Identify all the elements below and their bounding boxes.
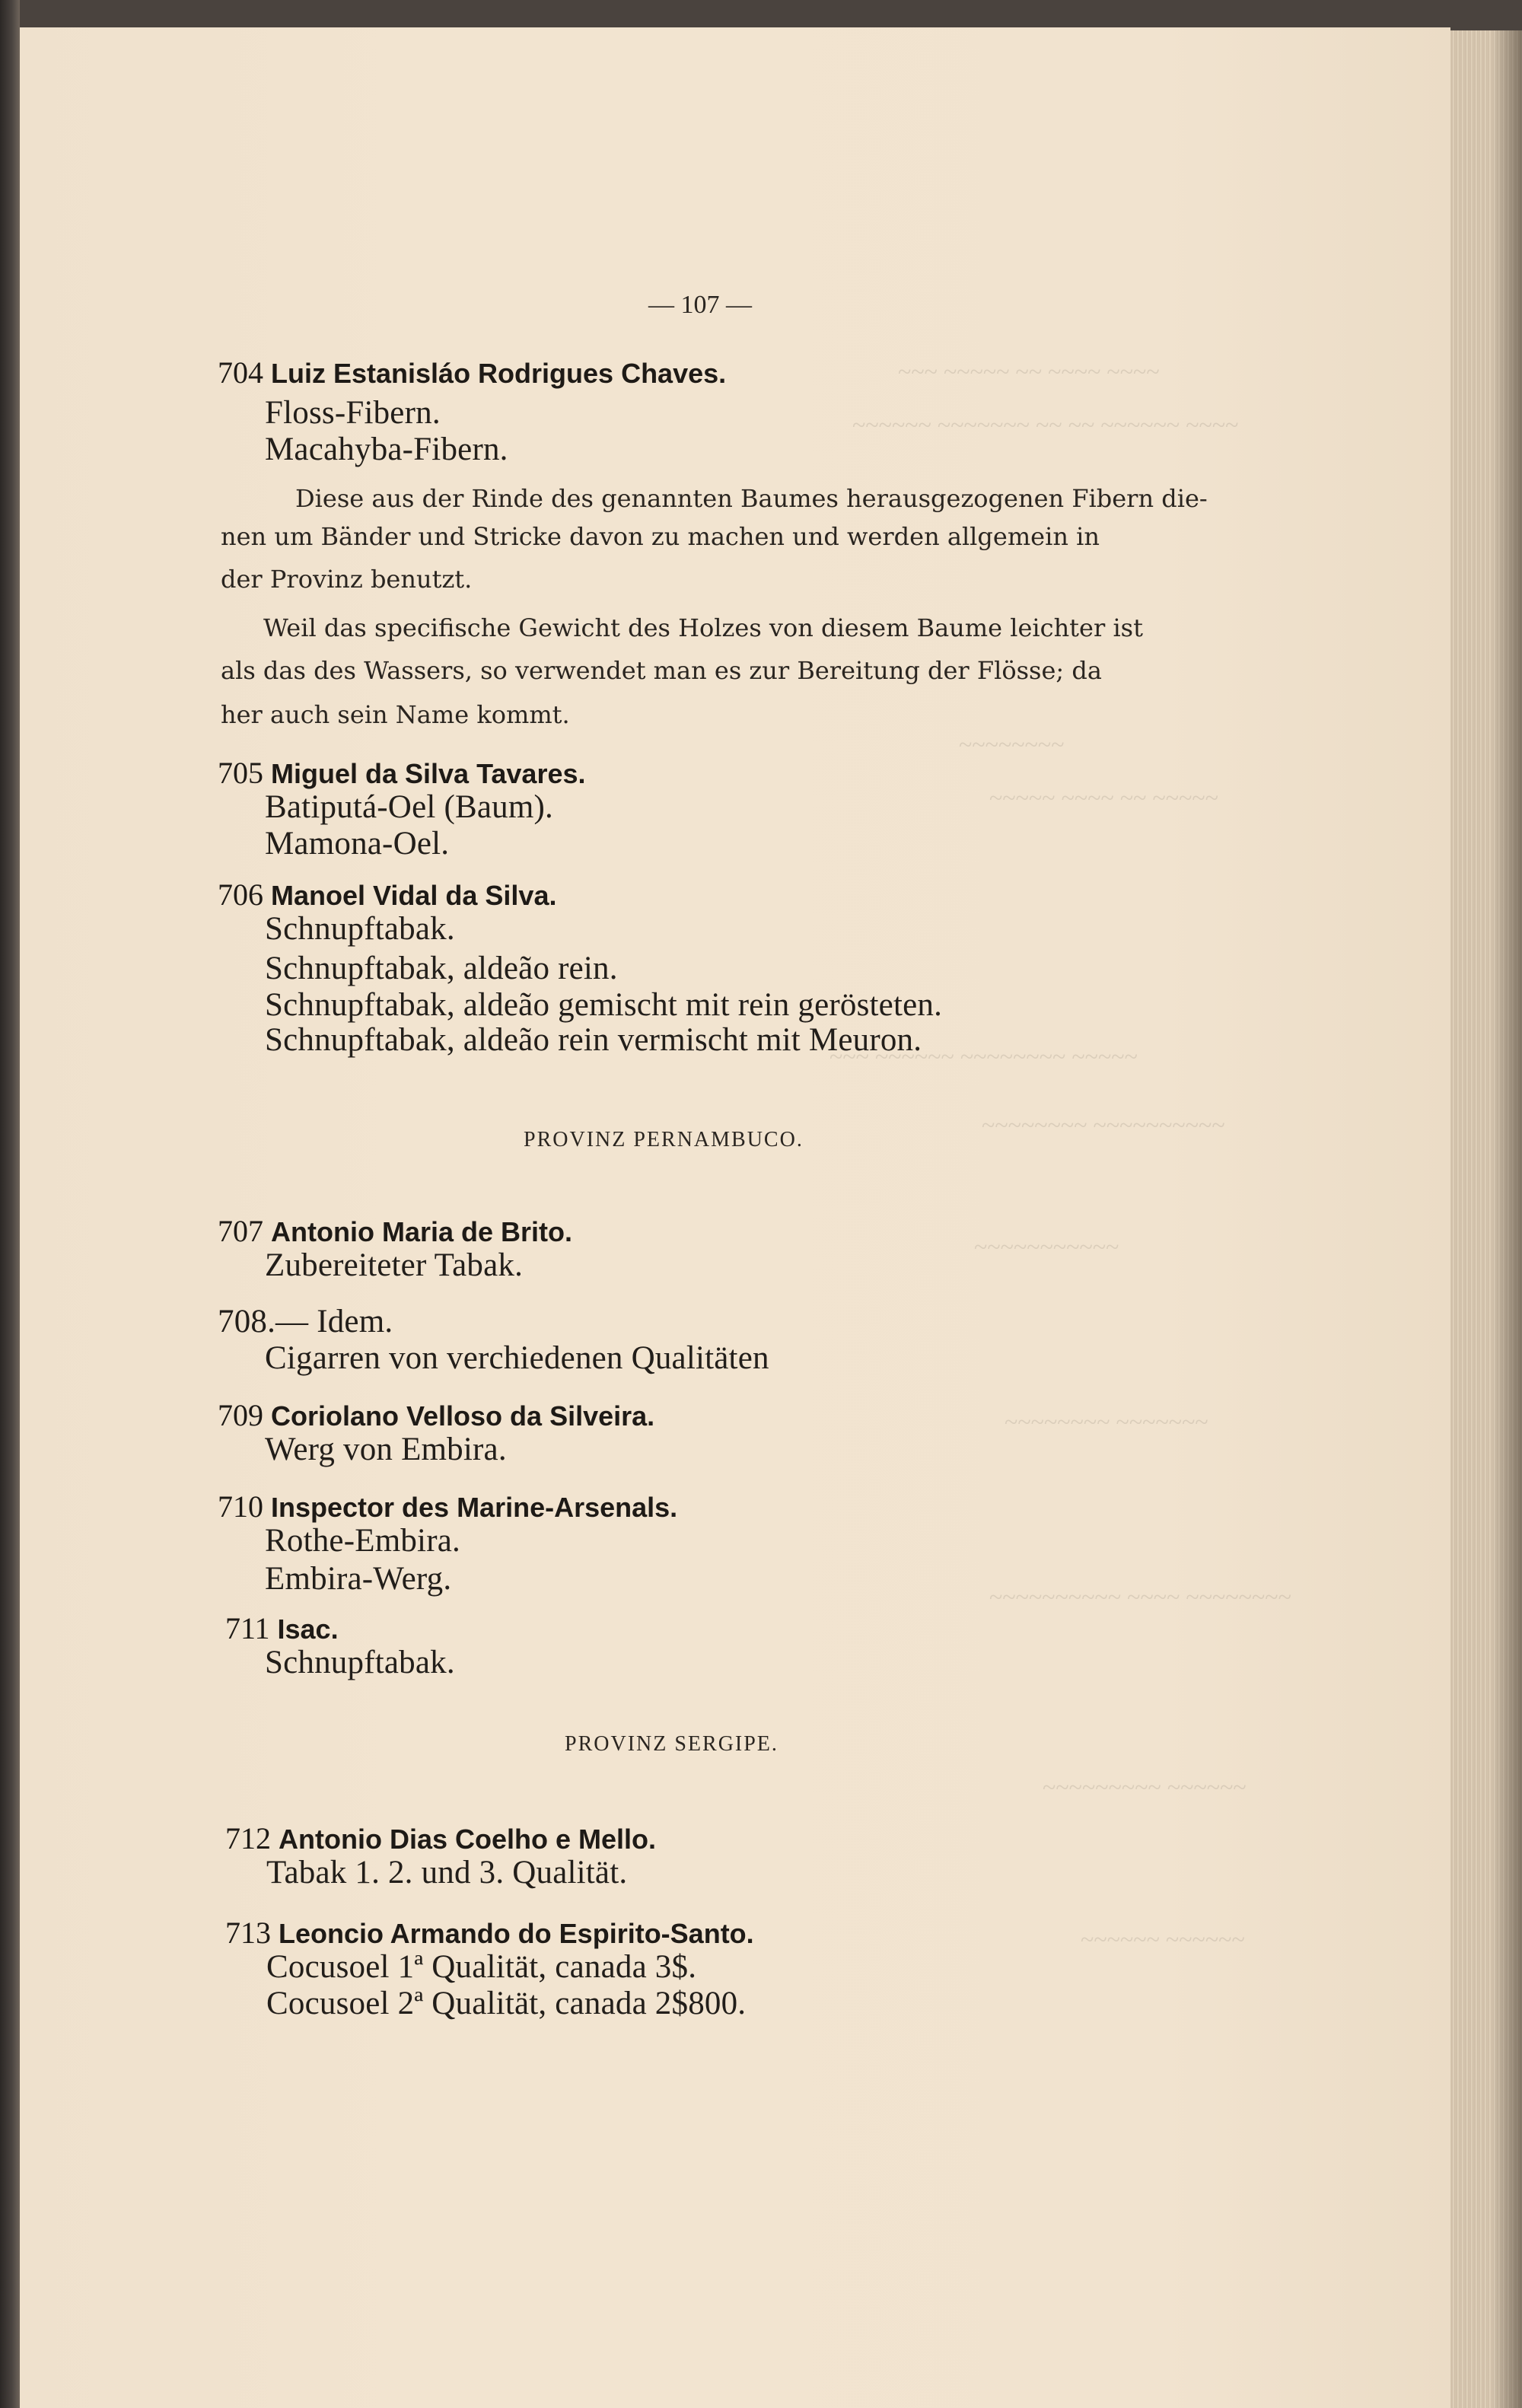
- exhibit-item: Rothe-Embira.: [265, 1523, 460, 1559]
- scanned-book-page: ~~~ ~~~~~ ~~ ~~~~ ~~~~ ~~~~~~ ~~~~~~~ ~~ ~~ ~~~~~~ ~~~~ ~~~~~~~~ ~~~~~ ~~~~ ~~ ~~~~~ ~~~ ~~~~~~ ~~~~~~~~ ~~~~~ ~~~~~~~~ ~~~~~~~~~~ ~~~~~~~~~~~ ~~~~~~~~ ~~~~~~~ ~~~~~~~~~~ ~~~~ ~~~~~~~~ ~~~~~~~~~ ~~~~~~ ~~~~~~ ~~~~~~ — 107 — 704 Luiz Estanisláo Rodrigues Chaves. Floss-Fibern. Macahyba-Fibern. Diese aus der Rinde des genannten Baumes herausgezogenen Fibern die- nen um Bänder und Stricke davon zu machen und werden allgemein in der Provinz benutzt. Weil das specifische Gewicht des Holzes von diesem Baume leichter ist als das des Wassers, so verwendet man es zur Bereitung der Flösse; da her auch sein Name kommt. 705 Miguel da Silva Tavares. Batiputá-Oel (Baum). Mamona-Oel. 706 Manoel Vidal da Silva. Schnupftabak. Schnupftabak, aldeão rein. Schnupftabak, aldeão gemischt mit rein gerösteten. Schnupftabak, aldeão rein vermischt mit Meuron. PROVINZ PERNAMBUCO. 707 Antonio Maria de Brito. Zubereiteter Tabak. 708.— Idem. Cigarren von verchiedenen Qualitäten 709 Coriolano Velloso da Silveira. Werg von Embira. 710 Inspector des Marine-Arsenals. Rothe-Embira. Embira-Werg. 711 Isac. Schnupftabak. PROVINZ SERGIPE. 712 Antonio Dias Coelho e Mello. Tabak 1. 2. und 3. Qualität. 713 Leoncio Armando do Espirito-Santo. Cocusoel 1ª Qualität, canada 3$. Cocusoel 2ª Qualität, canada 2$800.: [0, 0, 1522, 2408]
- exhibitor-name: Miguel da Silva Tavares.: [271, 758, 586, 789]
- exhibitor-name: Isac.: [277, 1613, 339, 1645]
- exhibitor-name: Coriolano Velloso da Silveira.: [271, 1400, 655, 1432]
- entry-710-heading: [218, 1489, 677, 1524]
- entry-704-heading: [218, 355, 726, 390]
- entry-712-heading: [225, 1820, 656, 1856]
- exhibit-item: Schnupftabak, aldeão rein vermischt mit Meuron.: [265, 1022, 922, 1058]
- exhibitor-name: Luiz Estanisláo Rodrigues Chaves.: [271, 358, 727, 389]
- exhibitor-name: Antonio Maria de Brito.: [271, 1216, 572, 1247]
- paragraph-line: Diese aus der Rinde des genannten Baumes herausgezogenen Fibern die-: [295, 484, 1208, 513]
- entry-709-heading: [218, 1397, 654, 1433]
- exhibit-item: Schnupftabak, aldeão rein.: [265, 951, 618, 986]
- exhibitor-name: Manoel Vidal da Silva.: [271, 880, 557, 911]
- entry-number: 712: [225, 1821, 271, 1855]
- exhibit-item: Floss-Fibern.: [265, 395, 441, 431]
- entry-number: 711: [225, 1611, 270, 1645]
- entry-705-heading: [218, 755, 586, 791]
- paragraph-line: her auch sein Name kommt.: [221, 700, 570, 729]
- entry-number: 706: [218, 878, 263, 912]
- section-heading-pernambuco: PROVINZ PERNAMBUCO.: [524, 1128, 804, 1151]
- exhibit-item: Macahyba-Fibern.: [265, 432, 508, 467]
- entry-number: 705: [218, 756, 263, 790]
- exhibit-item: Tabak 1. 2. und 3. Qualität.: [266, 1855, 628, 1890]
- entry-706-heading: [218, 877, 556, 913]
- exhibit-item: Cocusoel 1ª Qualität, canada 3$.: [266, 1949, 697, 1985]
- paragraph-line: der Provinz benutzt.: [221, 565, 473, 594]
- paragraph-line: als das des Wassers, so verwendet man es zur Bereitung der Flösse; da: [221, 656, 1102, 685]
- entry-number: 708.—: [218, 1304, 309, 1339]
- exhibit-item: Schnupftabak, aldeão gemischt mit rein gerösteten.: [265, 987, 943, 1023]
- exhibit-item: Mamona-Oel.: [265, 826, 450, 862]
- entry-number: 704: [218, 355, 263, 390]
- exhibit-item: Schnupftabak.: [265, 911, 455, 947]
- exhibit-item: Cocusoel 2ª Qualität, canada 2$800.: [266, 1986, 747, 2021]
- page-number: — 107 —: [648, 291, 752, 319]
- section-heading-sergipe: PROVINZ SERGIPE.: [565, 1732, 779, 1756]
- exhibitor-name: Inspector des Marine-Arsenals.: [271, 1492, 678, 1523]
- exhibitor-name: Idem.: [317, 1304, 393, 1339]
- exhibitor-name: Antonio Dias Coelho e Mello.: [279, 1824, 657, 1855]
- entry-708-heading: [218, 1303, 393, 1340]
- entry-711-heading: [225, 1610, 339, 1646]
- paragraph-line: Weil das specifische Gewicht des Holzes von diesem Baume leichter ist: [263, 613, 1143, 642]
- exhibit-item: Embira-Werg.: [265, 1561, 452, 1597]
- entry-number: 709: [218, 1398, 263, 1432]
- exhibit-item: Cigarren von verchiedenen Qualitäten: [265, 1340, 769, 1376]
- entry-707-heading: [218, 1213, 572, 1249]
- exhibit-item: Zubereiteter Tabak.: [265, 1247, 524, 1283]
- entry-number: 713: [225, 1916, 271, 1950]
- paragraph-line: nen um Bänder und Stricke davon zu machen und werden allgemein in: [221, 522, 1100, 551]
- exhibit-item: Werg von Embira.: [265, 1432, 507, 1467]
- exhibit-item: Schnupftabak.: [265, 1645, 455, 1680]
- entry-number: 707: [218, 1214, 263, 1248]
- entry-number: 710: [218, 1489, 263, 1524]
- exhibit-item: Batiputá-Oel (Baum).: [265, 789, 553, 825]
- exhibitor-name: Leoncio Armando do Espirito-Santo.: [279, 1918, 754, 1949]
- entry-713-heading: [225, 1915, 754, 1951]
